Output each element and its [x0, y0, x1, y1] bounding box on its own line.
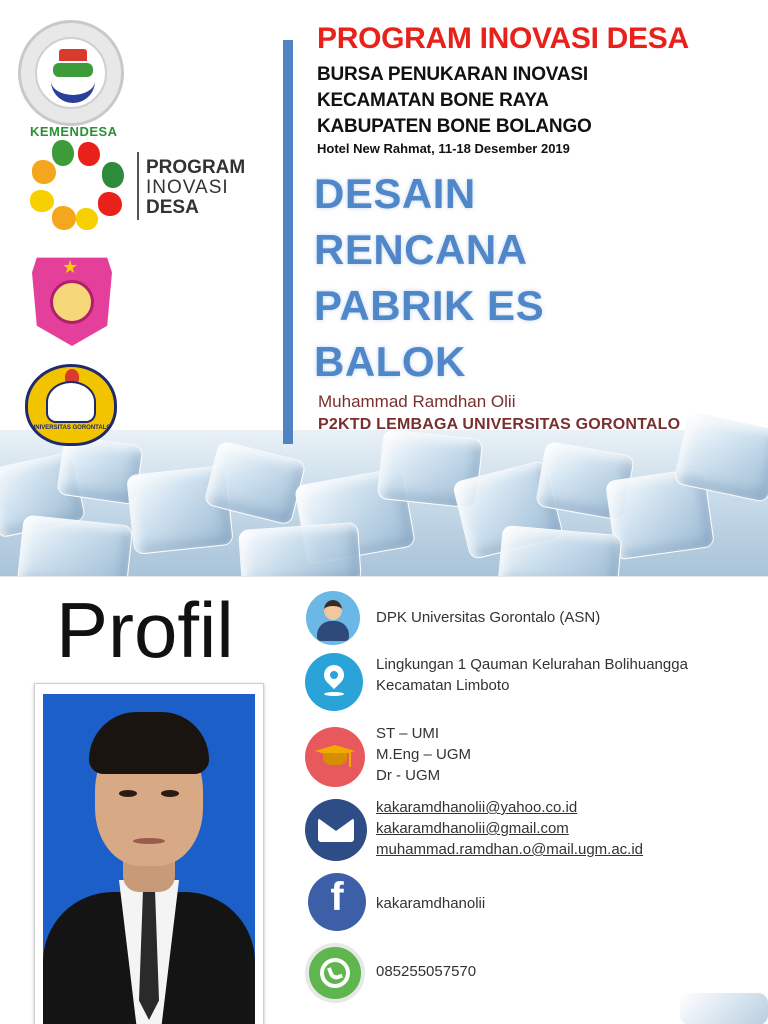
universitas-gorontalo-logo: UNIVERSITAS GORONTALO: [25, 364, 117, 446]
email-link[interactable]: muhammad.ramdhan.o@mail.ugm.ac.id: [376, 841, 644, 858]
facebook-handle: kakaramdhanolii: [376, 895, 486, 912]
ice-cube-decoration: [680, 993, 768, 1024]
email-icon: [305, 799, 367, 861]
address-text: Lingkungan 1 Qauman Kelurahan Bolihuangga Kecamatan Limboto: [376, 656, 688, 694]
whatsapp-icon: [305, 943, 365, 1003]
kemendesa-seal-logo: [18, 20, 124, 126]
subtitle-line: KECAMATAN BONE RAYA: [317, 90, 549, 111]
author-name: Muhammad Ramdhan Olii: [318, 392, 516, 411]
email-list: [376, 797, 643, 860]
education-text: ST – UMI M.Eng – UGM Dr - UGM: [376, 725, 472, 784]
profile-slide: [0, 576, 768, 1024]
location-pin-icon: [305, 653, 363, 711]
logo-divider: [137, 152, 139, 220]
kemendesa-label: KEMENDESA: [30, 124, 118, 139]
email-link[interactable]: kakaramdhanolii@gmail.com: [376, 820, 569, 837]
facebook-icon: f: [308, 873, 366, 931]
profile-photo: [34, 683, 264, 1024]
event-venue-date: Hotel New Rahmat, 11-18 Desember 2019: [317, 141, 570, 156]
subtitle-line: KABUPATEN BONE BOLANGO: [317, 116, 592, 137]
subtitle-line: BURSA PENUKARAN INOVASI: [317, 64, 588, 85]
occupation-text: DPK Universitas Gorontalo (ASN): [376, 609, 601, 626]
author-organization: P2KTD LEMBAGA UNIVERSITAS GORONTALO: [318, 416, 681, 433]
phone-number: 085255057570: [376, 963, 477, 980]
accent-bar: [283, 40, 293, 444]
profile-title: Profil: [56, 586, 234, 674]
person-icon: [306, 591, 360, 645]
email-link[interactable]: kakaramdhanolii@yahoo.co.id: [376, 799, 578, 816]
program-inovasi-desa-wordmark: PROGRAM INOVASI DESA: [146, 157, 246, 218]
ice-cubes-background: [0, 430, 768, 576]
program-inovasi-desa-logo: [30, 140, 135, 232]
main-title: DESAIN RENCANA PABRIK ES BALOK: [314, 170, 545, 385]
program-title: PROGRAM INOVASI DESA: [317, 22, 689, 55]
graduation-cap-icon: [305, 727, 365, 787]
bone-bolango-emblem-logo: ★: [32, 254, 112, 346]
